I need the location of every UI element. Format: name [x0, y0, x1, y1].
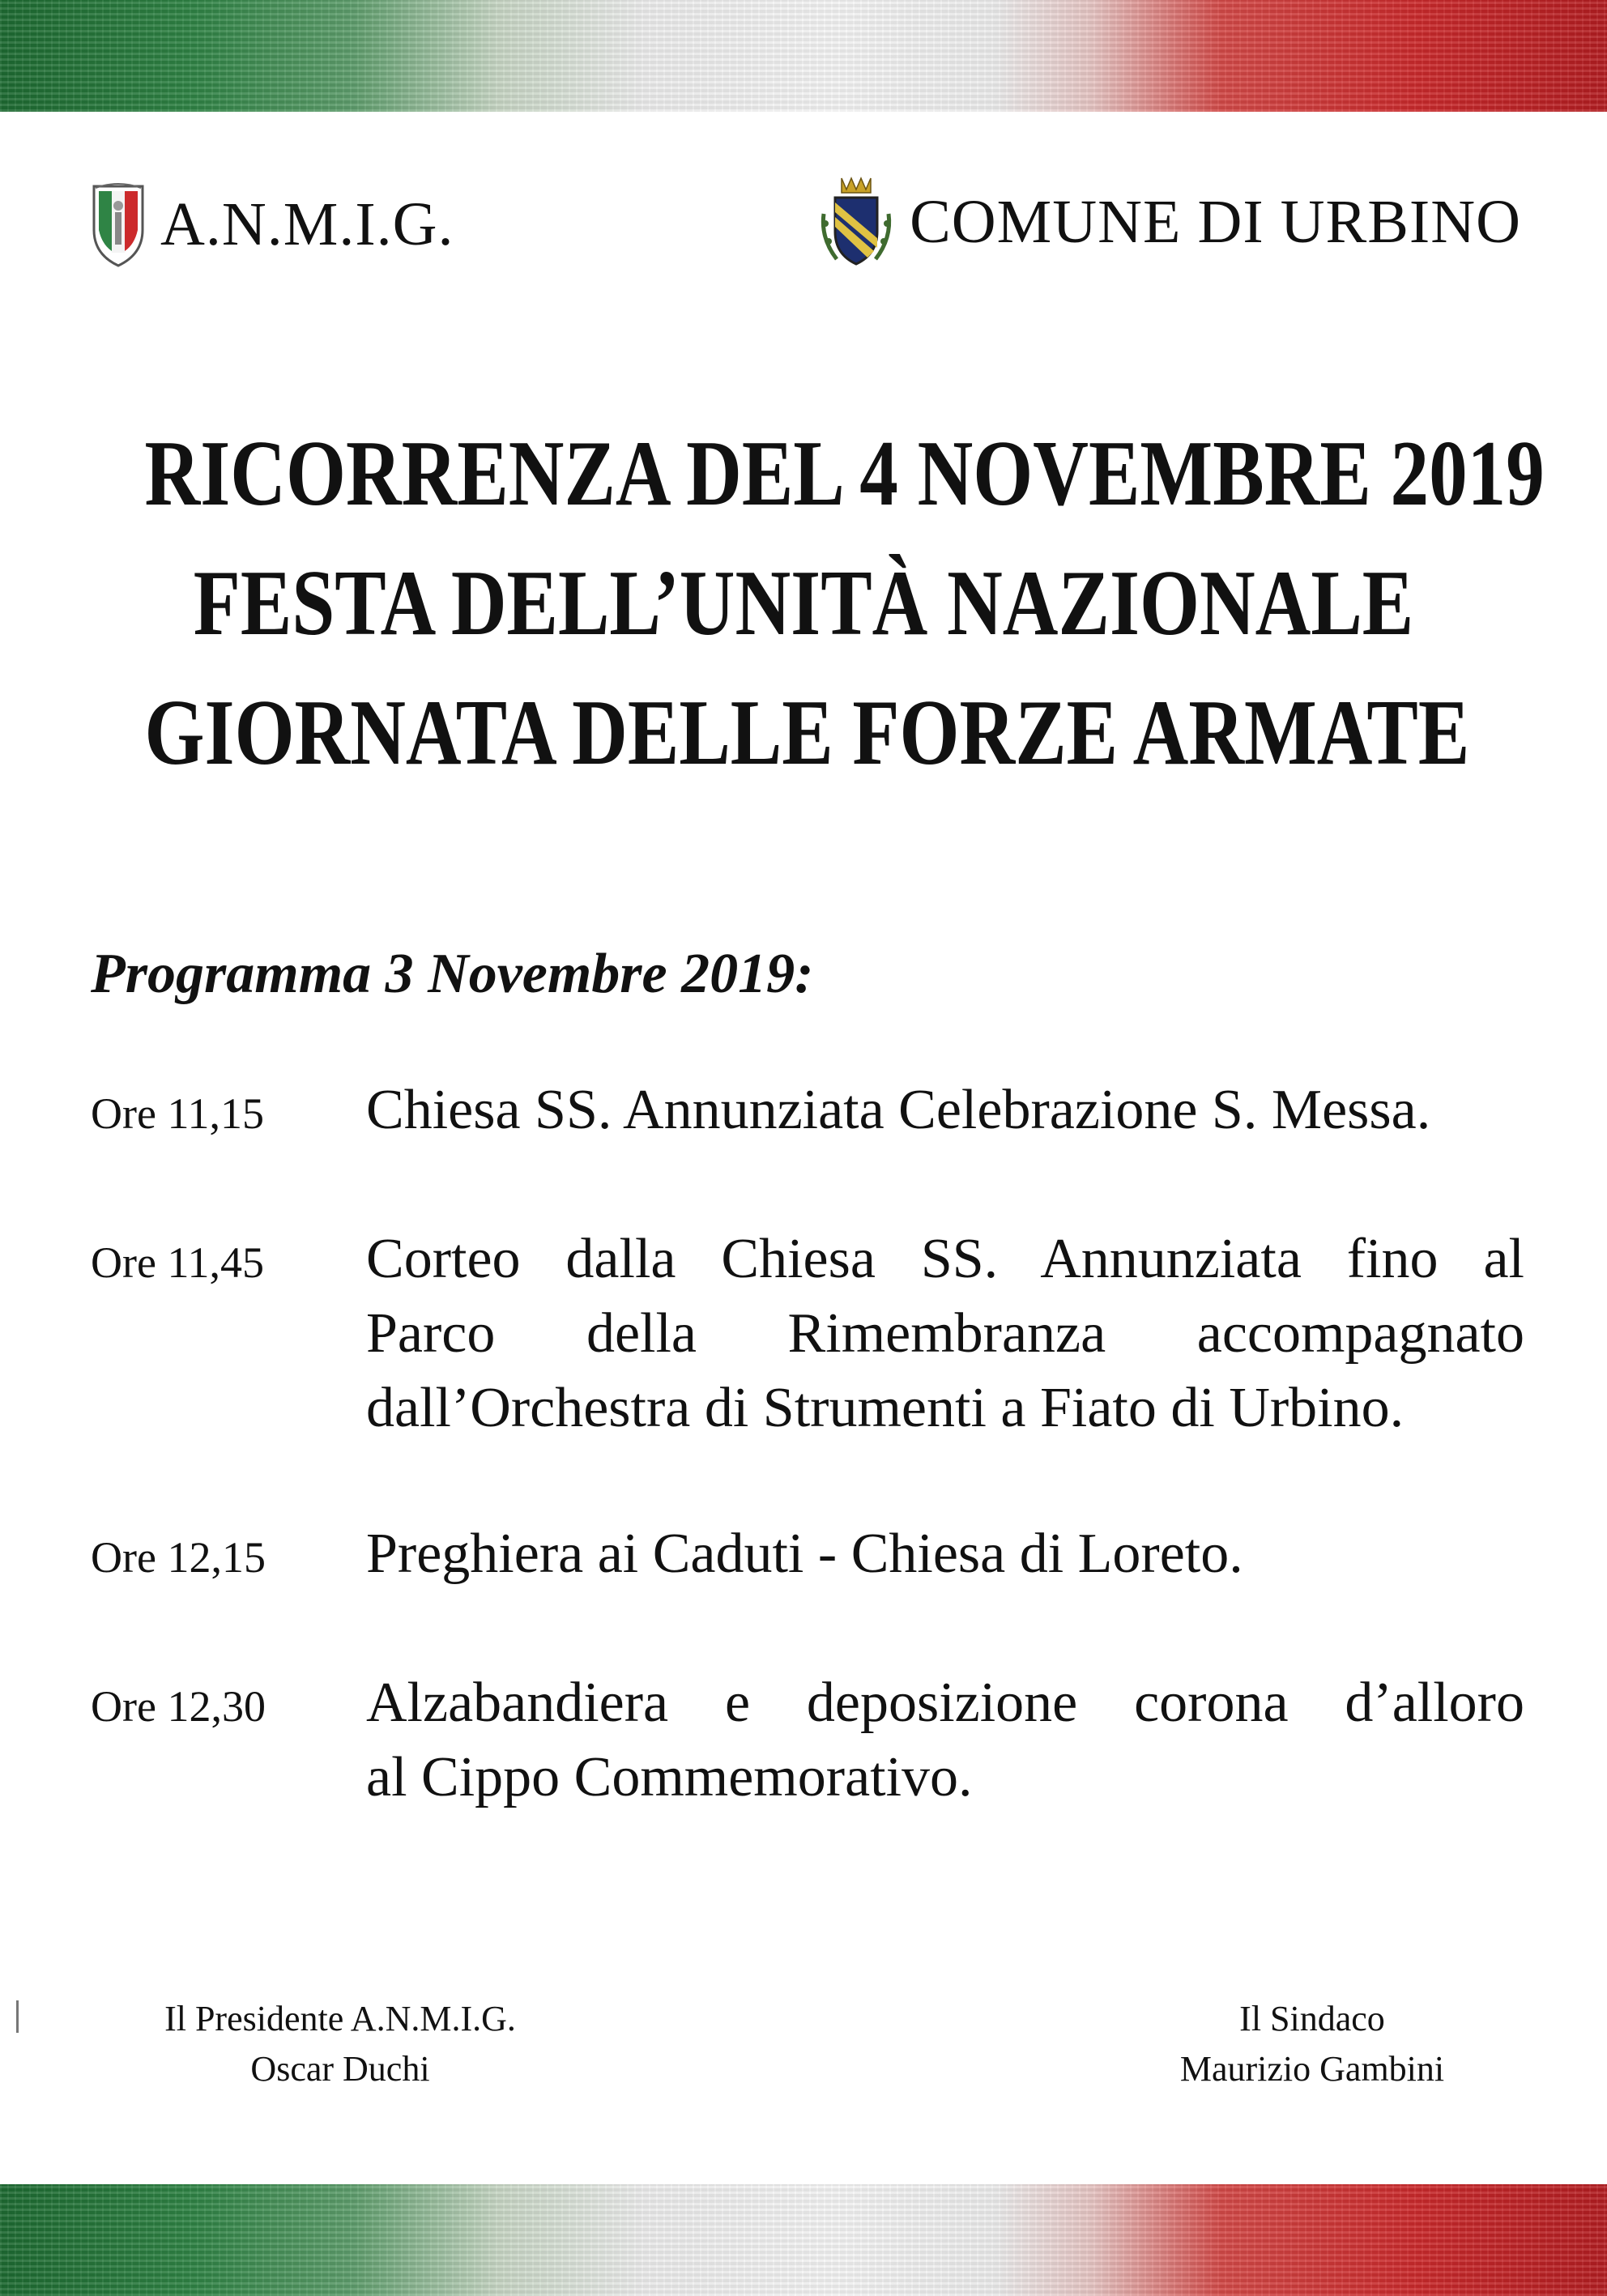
print-edge-mark [16, 2000, 19, 2033]
signature-name: Maurizio Gambini [1179, 2049, 1445, 2089]
bottom-flag-band [0, 2184, 1607, 2296]
program-line: al Cippo Commemorativo. [366, 1746, 973, 1808]
program-item [91, 1222, 1524, 1446]
program-list [91, 1073, 1524, 1815]
program-item [91, 1073, 1524, 1151]
main-title [0, 409, 1607, 798]
program-time: Ore 12,15 [91, 1533, 266, 1582]
program-line: Corteo dalla Chiesa SS. Annunziata fino al [366, 1228, 1524, 1290]
signature-role: Il Presidente A.N.M.I.G. [164, 1999, 516, 2038]
signature-name: Oscar Duchi [250, 2049, 430, 2089]
title-line-2: FESTA DELL’UNITÀ NAZIONALE [193, 552, 1414, 655]
program-line: Chiesa SS. Annunziata Celebrazione S. Messa. [366, 1079, 1431, 1141]
program-description [366, 1666, 1524, 1815]
program-heading: Programma 3 Novembre 2019: [91, 943, 814, 1005]
program-time: Ore 11,15 [91, 1089, 264, 1138]
program-line: dall’Orchestra di Strumenti a Fiato di Urbino. [366, 1377, 1405, 1439]
signature-mayor [1102, 1994, 1523, 2094]
title-line-1: RICORRENZA DEL 4 NOVEMBRE 2019 [144, 422, 1545, 526]
program-description [366, 1222, 1524, 1446]
program-item [91, 1517, 1524, 1595]
urbino-coat-of-arms-icon [817, 173, 895, 270]
program-time: Ore 11,45 [91, 1238, 264, 1287]
program-line: Alzabandiera e deposizione corona d’alloro [366, 1672, 1524, 1734]
program-description [366, 1517, 1524, 1591]
signature-president [113, 1994, 567, 2094]
title-line-3: GIORNATA DELLE FORZE ARMATE [144, 681, 1470, 785]
top-flag-band [0, 0, 1607, 112]
anmig-header [91, 180, 454, 269]
signature-role: Il Sindaco [1239, 1999, 1385, 2038]
program-item [91, 1666, 1524, 1815]
program-description [366, 1073, 1524, 1148]
anmig-shield-logo-icon [91, 180, 146, 269]
comune-name: COMUNE DI URBINO [910, 188, 1521, 256]
comune-header [817, 173, 1521, 270]
program-line: Parco della Rimembranza accompagnato [366, 1302, 1524, 1365]
program-time: Ore 12,30 [91, 1682, 266, 1731]
program-line: Preghiera ai Caduti - Chiesa di Loreto. [366, 1523, 1243, 1585]
anmig-name: A.N.M.I.G. [160, 190, 454, 258]
